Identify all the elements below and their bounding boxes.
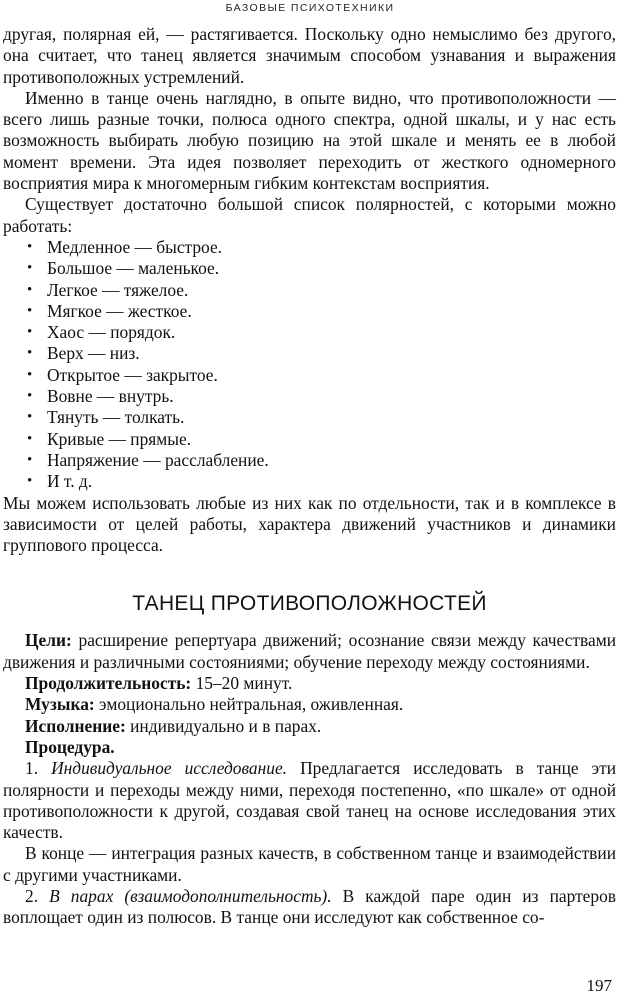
paragraph-continuation: другая, полярная ей, — растягивается. Поскольку одно немыслимо без другого, она считает, что танец является значимым способом узнавания и выражения противоположных устремлений.: [3, 24, 616, 87]
page-body: [3, 24, 616, 929]
paragraph-usage: Мы можем использовать любые из них как по отдельности, так и в комплексе в зависимости от целей работы, характера движений участников и динамики группового процесса.: [3, 492, 616, 556]
paragraph-polarity-idea: Именно в танце очень наглядно, в опыте видно, что противоположности — всего лишь разные точки, полюса одного спектра, одной шкалы, и у нас есть возможность выбирать любую позицию на этой шкале и менять ее в любой момент времени. Эта идея позволяет переходить от жесткого одномерного восприятия мира к многомерным гибким контекстам восприятия.: [3, 87, 616, 194]
list-item: • И т. д.: [25, 471, 616, 492]
performance-text: индивидуально и в парах.: [125, 715, 322, 736]
step-1-conclusion: В конце — интеграция разных качеств, в собственном танце и взаимодействии с другими участниками.: [3, 843, 616, 885]
list-item: • Открытое — закрытое.: [25, 365, 616, 386]
goals-text: расширение репертуара движений; осознание связи между качествами движения и различными состояниями; обучение переходу между состояниями.: [3, 630, 616, 672]
list-item: • Верх — низ.: [25, 343, 616, 364]
list-item: • Мягкое — жесткое.: [25, 301, 616, 322]
music-line: [3, 694, 616, 715]
duration-text: 15–20 минут.: [191, 673, 293, 694]
page-number: 197: [586, 976, 612, 995]
list-item: • Легкое — тяжелое.: [25, 280, 616, 301]
list-item: • Кривые — прямые.: [25, 429, 616, 450]
list-item: • Напряжение — расслабление.: [25, 450, 616, 471]
list-item: • Хаос — порядок.: [25, 322, 616, 343]
step-1-number: 1.: [25, 758, 52, 779]
music-label: Музыка:: [25, 694, 95, 715]
goals-label: Цели:: [25, 630, 72, 651]
goals-paragraph: [3, 630, 616, 673]
step-2-number: 2.: [25, 885, 50, 906]
music-text: эмоционально нейтральная, оживленная.: [94, 694, 404, 715]
duration-line: [3, 673, 616, 694]
step-2-title: В парах (взаимодополнительность).: [49, 885, 332, 906]
section-title: ТАНЕЦ ПРОТИВОПОЛОЖНОСТЕЙ: [132, 592, 487, 616]
performance-line: [3, 716, 616, 737]
polarity-list: [3, 237, 616, 493]
procedure-label: Процедура.: [25, 736, 115, 757]
list-item: • Медленное — быстрое.: [25, 237, 616, 258]
performance-label: Исполнение:: [25, 715, 126, 736]
step-2-text: В каждой паре один из партеров воплощает один из полюсов. В танце они исследуют как собственное со-: [3, 885, 616, 928]
step-2-paragraph: [3, 886, 616, 929]
list-item: • Тянуть — толкать.: [25, 407, 616, 428]
list-item: • Вовне — внутрь.: [25, 386, 616, 407]
step-1-text: Предлагается исследовать в танце эти полярности и переходы между ними, переходя постепенно, «по шкале» от одной противоположности к другой, создавая свой танец на основе исследования этих качеств.: [3, 758, 617, 843]
list-item: • Большое — маленькое.: [25, 258, 616, 279]
duration-label: Продолжительность:: [25, 673, 192, 694]
paragraph-polarity-list-intro: Существует достаточно большой список полярностей, с которыми можно работать:: [3, 194, 616, 236]
step-1-title: Индивидуальное исследование.: [51, 758, 288, 779]
step-1-paragraph: [3, 758, 616, 843]
procedure-heading: [3, 737, 616, 758]
running-head: БАЗОВЫЕ ПСИХОТЕХНИКИ: [225, 2, 395, 14]
